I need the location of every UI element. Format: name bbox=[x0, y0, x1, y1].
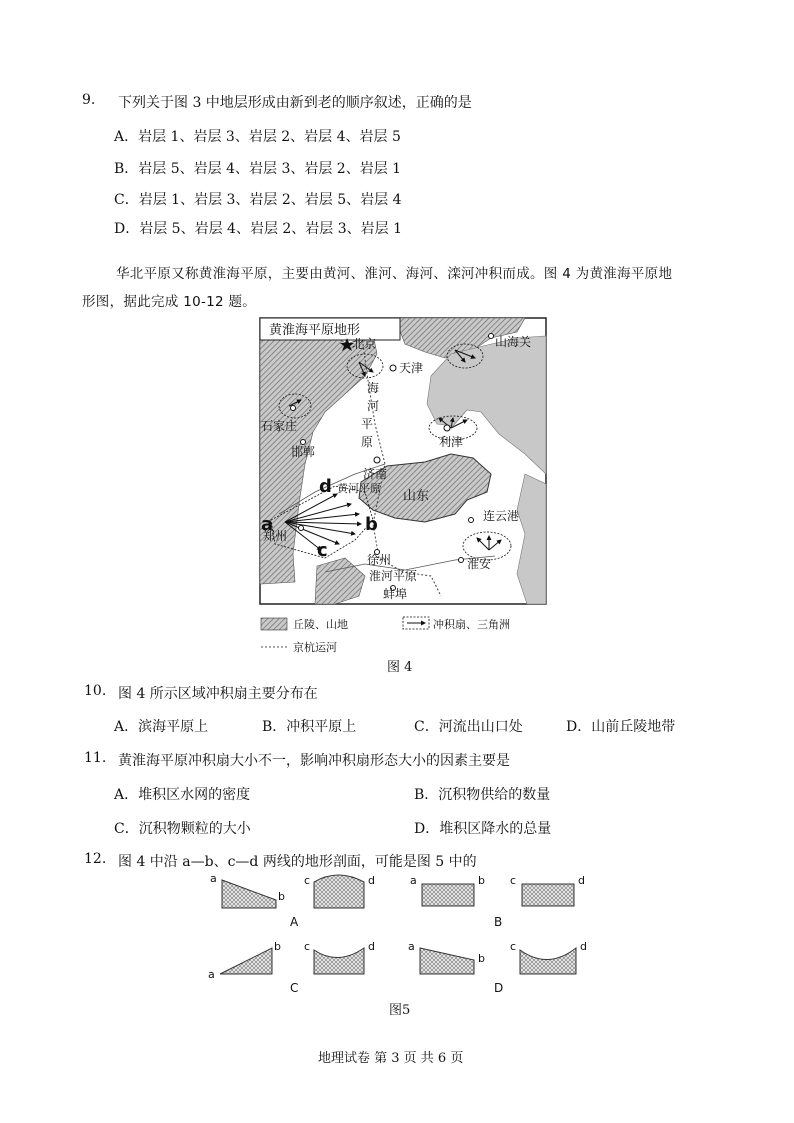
q9-option-d: D．岩层 5、岩层 4、岩层 2、岩层 3、岩层 1 bbox=[114, 221, 403, 237]
profile-d-label-b: b bbox=[478, 952, 485, 965]
q10-option-a: A．滨海平原上 bbox=[114, 719, 209, 735]
q12-stem: 图 4 中沿 a—b、c—d 两线的地形剖面，可能是图 5 中的 bbox=[118, 854, 477, 870]
q10-option-b: B．冲积平原上 bbox=[262, 719, 357, 735]
label-jinan: 济南 bbox=[363, 467, 388, 481]
point-d: d bbox=[319, 476, 332, 497]
legend-hills: 丘陵、山地 bbox=[293, 618, 348, 631]
profile-c-label-a: a bbox=[208, 968, 215, 981]
q12-number: 12. bbox=[84, 851, 107, 867]
figure-4-caption: 图 4 bbox=[387, 660, 413, 675]
profile-d-label-a: a bbox=[408, 940, 415, 953]
profile-a-label-b: b bbox=[278, 890, 285, 903]
q11-option-b: B．沉积物供给的数量 bbox=[414, 787, 551, 803]
panel-label-a: A bbox=[290, 915, 299, 929]
point-a: a bbox=[261, 514, 274, 535]
handan-dot bbox=[301, 440, 306, 445]
point-b: b bbox=[365, 514, 378, 535]
legend-canal: 京杭运河 bbox=[293, 641, 337, 654]
profile-d-ab bbox=[420, 948, 474, 974]
profile-c-label-d: d bbox=[368, 940, 375, 953]
profile-c-ab bbox=[220, 948, 272, 974]
profile-c-label-c: c bbox=[304, 940, 311, 953]
intro-line-1: 华北平原又称黄淮海平原，主要由黄河、淮河、海河、滦河冲积而成。图 4 为黄淮海平原地 bbox=[116, 266, 673, 282]
profile-a-cd bbox=[314, 875, 364, 908]
label-huaian: 淮安 bbox=[467, 557, 492, 571]
q9-number: 9. bbox=[82, 92, 96, 108]
label-ping: 平 bbox=[361, 417, 374, 431]
figure-5-profiles bbox=[200, 870, 600, 994]
profile-a-label-a: a bbox=[210, 872, 217, 885]
panel-label-b: B bbox=[494, 915, 503, 929]
q9-option-a: A．岩层 1、岩层 3、岩层 2、岩层 4、岩层 5 bbox=[114, 129, 401, 145]
q11-option-a: A．堆积区水网的密度 bbox=[114, 787, 251, 803]
label-hai: 海 bbox=[367, 381, 380, 395]
q9-option-b: B．岩层 5、岩层 4、岩层 3、岩层 2、岩层 1 bbox=[114, 161, 402, 177]
label-tianjin: 天津 bbox=[399, 361, 424, 375]
label-shanhaiguan: 山海关 bbox=[495, 335, 532, 349]
profile-d-cd bbox=[520, 948, 576, 974]
q10-number: 10. bbox=[84, 683, 107, 699]
profile-a-label-c: c bbox=[304, 874, 311, 887]
label-beijing: 北京 bbox=[352, 337, 377, 351]
lijin-dot bbox=[444, 425, 450, 431]
q11-option-d: D．堆积区降水的总量 bbox=[414, 821, 552, 837]
label-he: 河 bbox=[367, 399, 380, 413]
profile-b-ab bbox=[422, 884, 474, 906]
label-huanghe-plain: 黄河平原 bbox=[337, 482, 381, 495]
label-lijin: 利津 bbox=[439, 435, 464, 449]
profile-a-label-d: d bbox=[368, 874, 375, 887]
figure-4-map bbox=[255, 314, 551, 660]
point-c: c bbox=[317, 540, 328, 561]
label-xuzhou: 徐州 bbox=[367, 553, 392, 567]
panel-label-d: D bbox=[494, 981, 504, 994]
lianyungang-dot bbox=[469, 518, 474, 523]
profile-b-label-c: c bbox=[510, 874, 517, 887]
label-handan: 邯郸 bbox=[291, 445, 316, 459]
huaian-dot bbox=[459, 558, 464, 563]
shijiazhuang-dot bbox=[291, 406, 296, 411]
label-huaihe-plain: 淮河平原 bbox=[369, 569, 418, 583]
profile-d-label-c: c bbox=[510, 940, 517, 953]
label-lianyungang: 连云港 bbox=[483, 509, 520, 523]
q10-option-c: C．河流出山口处 bbox=[414, 719, 523, 735]
legend-fan: 冲积扇、三角洲 bbox=[433, 618, 510, 631]
legend-hills-swatch bbox=[261, 618, 287, 630]
zhengzhou-dot bbox=[299, 526, 304, 531]
label-bengbu: 蚌埠 bbox=[383, 587, 408, 601]
profile-b-label-b: b bbox=[478, 874, 485, 887]
profile-a-ab bbox=[222, 880, 276, 908]
figure-5-caption: 图5 bbox=[389, 1003, 411, 1018]
q9-option-c: C．岩层 1、岩层 3、岩层 2、岩层 5、岩层 4 bbox=[114, 192, 402, 208]
profile-b-label-d: d bbox=[578, 874, 585, 887]
q9-stem: 下列关于图 3 中地层形成由新到老的顺序叙述，正确的是 bbox=[118, 95, 472, 111]
q11-stem: 黄淮海平原冲积扇大小不一，影响冲积扇形态大小的因素主要是 bbox=[118, 753, 510, 769]
q10-stem: 图 4 所示区域冲积扇主要分布在 bbox=[118, 686, 318, 702]
label-shandong: 山东 bbox=[403, 489, 430, 504]
profile-b-cd bbox=[522, 884, 574, 906]
map-title: 黄淮海平原地形 bbox=[269, 323, 361, 338]
q11-number: 11. bbox=[84, 750, 107, 766]
tianjin-dot bbox=[390, 365, 396, 371]
profile-b-label-a: a bbox=[410, 874, 417, 887]
panel-label-c: C bbox=[290, 981, 299, 994]
profile-d-label-d: d bbox=[580, 940, 587, 953]
intro-line-2: 形图，据此完成 10-12 题。 bbox=[82, 294, 257, 310]
jinan-dot bbox=[374, 457, 380, 463]
profile-c-label-b: b bbox=[274, 940, 281, 953]
q11-option-c: C．沉积物颗粒的大小 bbox=[114, 821, 251, 837]
shanhaiguan-dot bbox=[489, 334, 494, 339]
label-shijiazhuang: 石家庄 bbox=[261, 419, 298, 433]
page-footer: 地理试卷 第 3 页 共 6 页 bbox=[318, 1051, 464, 1066]
q10-option-d: D．山前丘陵地带 bbox=[566, 719, 676, 735]
profile-c-cd bbox=[314, 948, 364, 974]
label-yuan: 原 bbox=[361, 435, 374, 449]
label-zhengzhou: 郑州 bbox=[263, 529, 288, 543]
